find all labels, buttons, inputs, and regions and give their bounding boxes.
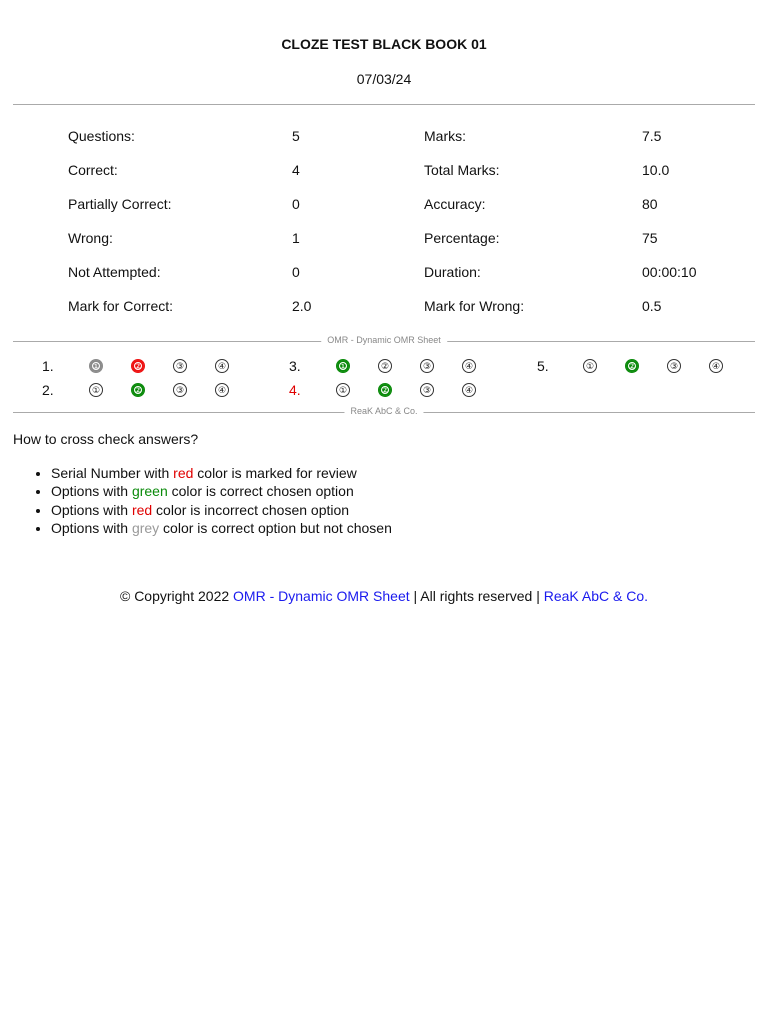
stat-label: Duration: bbox=[424, 264, 481, 280]
stat-label: Mark for Wrong: bbox=[424, 298, 525, 314]
option-bubble: ③ bbox=[173, 359, 187, 373]
stat-value: 4 bbox=[292, 162, 300, 178]
stat-value: 00:00:10 bbox=[642, 264, 697, 280]
omr-answer-grid bbox=[0, 358, 768, 404]
footer bbox=[0, 588, 768, 604]
stat-row bbox=[0, 128, 768, 148]
omr-top-divider bbox=[13, 335, 755, 347]
option-bubble: ④ bbox=[709, 359, 723, 373]
stat-label: Percentage: bbox=[424, 230, 500, 246]
option-bubble: ① bbox=[336, 383, 350, 397]
question-number: 4. bbox=[289, 382, 301, 398]
company-link[interactable]: ReaK AbC & Co. bbox=[543, 588, 649, 604]
stat-row bbox=[0, 162, 768, 182]
stat-value: 0.5 bbox=[642, 298, 662, 314]
option-bubble-green: ② bbox=[131, 383, 145, 397]
option-bubble: ③ bbox=[420, 383, 434, 397]
option-bubble: ④ bbox=[215, 359, 229, 373]
option-bubble-red: ② bbox=[131, 359, 145, 373]
stat-row bbox=[0, 196, 768, 216]
omr-bottom-divider bbox=[13, 406, 755, 418]
option-bubble: ③ bbox=[420, 359, 434, 373]
stat-value: 5 bbox=[292, 128, 300, 144]
question-number: 5. bbox=[537, 358, 549, 374]
question-number: 1. bbox=[42, 358, 54, 374]
stat-label: Total Marks: bbox=[424, 162, 500, 178]
stat-label: Mark for Correct: bbox=[68, 298, 174, 314]
question-number: 3. bbox=[289, 358, 301, 374]
legend-item: • Options with grey color is correct option but not chosen bbox=[51, 519, 392, 537]
stat-label: Marks: bbox=[424, 128, 466, 144]
legend-item: • Options with green color is correct chosen option bbox=[51, 482, 392, 500]
copyright-text: © Copyright 2022 bbox=[119, 588, 234, 604]
stat-value: 0 bbox=[292, 196, 300, 212]
header-divider bbox=[13, 104, 755, 105]
stat-value: 0 bbox=[292, 264, 300, 280]
legend-item: • Options with red color is incorrect chosen option bbox=[51, 501, 392, 519]
legend-item: • Serial Number with red color is marked for review bbox=[51, 464, 392, 482]
stat-value: 10.0 bbox=[642, 162, 670, 178]
help-legend bbox=[13, 464, 392, 537]
sheet-title: CLOZE TEST BLACK BOOK 01 bbox=[281, 36, 487, 52]
option-bubble: ② bbox=[378, 359, 392, 373]
company-label: ReaK AbC & Co. bbox=[344, 406, 423, 416]
stat-value: 1 bbox=[292, 230, 300, 246]
stat-label: Questions: bbox=[68, 128, 135, 144]
option-bubble-green: ① bbox=[336, 359, 350, 373]
stat-label: Partially Correct: bbox=[68, 196, 172, 212]
option-bubble-green: ② bbox=[625, 359, 639, 373]
stat-label: Wrong: bbox=[68, 230, 113, 246]
rights-text: | All rights reserved | bbox=[409, 588, 544, 604]
stat-value: 75 bbox=[642, 230, 658, 246]
omr-sheet-link[interactable]: OMR - Dynamic OMR Sheet bbox=[233, 588, 410, 604]
stat-value: 2.0 bbox=[292, 298, 312, 314]
stat-value: 7.5 bbox=[642, 128, 662, 144]
option-bubble: ① bbox=[89, 383, 103, 397]
option-bubble: ④ bbox=[215, 383, 229, 397]
option-bubble: ④ bbox=[462, 383, 476, 397]
option-bubble: ③ bbox=[667, 359, 681, 373]
stat-row bbox=[0, 230, 768, 250]
stat-label: Accuracy: bbox=[424, 196, 486, 212]
option-bubble: ③ bbox=[173, 383, 187, 397]
sheet-date: 07/03/24 bbox=[356, 71, 412, 87]
question-number: 2. bbox=[42, 382, 54, 398]
help-heading: How to cross check answers? bbox=[13, 431, 199, 447]
stat-value: 80 bbox=[642, 196, 658, 212]
stat-row bbox=[0, 298, 768, 318]
option-bubble: ① bbox=[583, 359, 597, 373]
stat-label: Not Attempted: bbox=[68, 264, 161, 280]
option-bubble-green: ② bbox=[378, 383, 392, 397]
stat-label: Correct: bbox=[68, 162, 118, 178]
stat-row bbox=[0, 264, 768, 284]
option-bubble: ④ bbox=[462, 359, 476, 373]
option-bubble-grey: ① bbox=[89, 359, 103, 373]
omr-sheet-label: OMR - Dynamic OMR Sheet bbox=[321, 335, 447, 345]
